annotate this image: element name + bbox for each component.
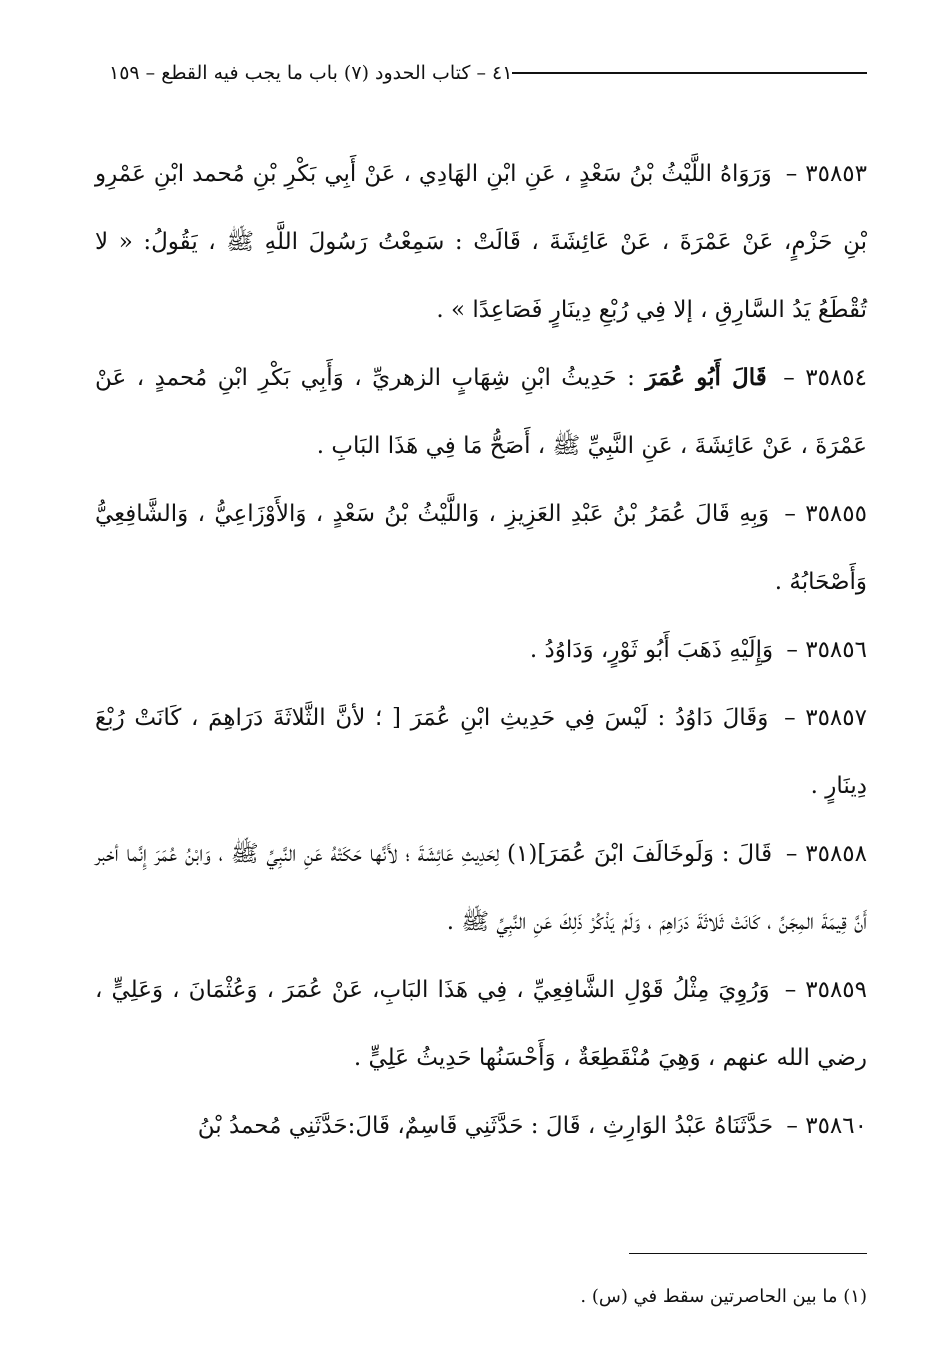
paragraph-35857 [95, 684, 867, 820]
paragraph-text: وَقَالَ دَاوُدُ : لَيْسَ فِي حَدِيثِ ابْنِ عُمَرَ [ ؛ لأنَّ الثَّلاثَةَ دَرَاهِمَ ، كَانَتْ رُبْعَ دِينَارٍ . [95, 705, 867, 799]
paragraph-number: ٣٥٨٥٩ – [784, 977, 868, 1003]
paragraph-35856 [95, 616, 867, 684]
paragraph-35859 [95, 956, 867, 1092]
paragraph-number: ٣٥٨٦٠ – [786, 1113, 867, 1139]
paragraph-number: ٣٥٨٥٨ – [785, 841, 868, 867]
paragraph-35853 [95, 140, 867, 344]
paragraph-text: وَإِلَيْهِ ذَهَبَ أَبُو ثَوْرٍ، وَدَاوُدُ . [529, 637, 774, 663]
paragraph-text: : حَدِيثُ ابْنِ شِهَابٍ الزهريِّ ، وَأَبِي بَكْرِ ابْنِ مُحمدٍ ، عَنْ عَمْرَةَ ، عَنْ عَائِشَةَ ، عَنِ النَّبِيِّ ﷺ ، أَصَحُّ مَا فِي هَذَا البَابِ . [95, 365, 867, 459]
paragraph-text: وَرُوِيَ مِثْلُ قَوْلِ الشَّافِعِيِّ ، فِي هَذَا البَابِ، عَنْ عُمَرَ ، وَعُثْمَانَ ، وَعَلِيٍّ ، رضي الله عنهم ، وَهِيَ مُنْقَطِعَةٌ ، وَأَحْسَنُها حَدِيثُ عَلِيٍّ . [95, 977, 867, 1071]
footnote: (١) ما بين الحاصرتين سقط في (س) . [580, 1286, 867, 1307]
paragraph-number: ٣٥٨٥٤ – [783, 365, 868, 391]
paragraph-35854 [95, 344, 867, 480]
paragraph-35855 [95, 480, 867, 616]
paragraph-number: ٣٥٨٥٦ – [786, 637, 867, 663]
main-text [95, 140, 867, 1160]
paragraph-number: ٣٥٨٥٣ – [785, 161, 868, 187]
paragraph-number: ٣٥٨٥٥ – [784, 501, 867, 527]
header-rule [512, 72, 867, 74]
paragraph-text: قَالَ : وَلَوخَالَفَ ابْنَ عُمَرَ](١) لِحَدِيثِ عَائِشَةَ ؛ لأَنَّها حَكَتْهُ عَنِ النَّبِيِّ ﷺ ، وَابْنُ عُمَرَ إِنَّما أخبر أَنَّ قِيمَةَ المِجَنِّ ، كَانَتْ ثَلاثَةَ دَرَاهِمَ ، وَلَمْ يَذْكُرْ ذَلِكَ عَنِ النَّبِيِّ ﷺ . [95, 841, 867, 935]
header-title: ٤١ – كتاب الحدود (٧) باب ما يجب فيه القطع – ١٥٩ [109, 62, 513, 84]
paragraph-number: ٣٥٨٥٧ – [784, 705, 867, 731]
speaker-label: قَالَ أَبُو عُمَرَ [645, 364, 767, 391]
paragraph-35858 [95, 820, 867, 956]
footnote-separator [629, 1253, 867, 1254]
paragraph-text: حَدَّثَنَاهُ عَبْدُ الوَارِثِ ، قَالَ : حَدَّثَنِي قَاسِمٌ، قَالَ:حَدَّثَنِي مُحمدُ بْنُ [197, 1113, 774, 1139]
paragraph-text: وَبِهِ قَالَ عُمَرُ بْنُ عَبْدِ العَزِيزِ ، وَاللَّيْثُ بْنُ سَعْدٍ ، وَالأَوْزَاعِيُّ ، وَالشَّافِعِيُّ وَأَصْحَابُهُ . [95, 501, 867, 595]
paragraph-35860 [95, 1092, 867, 1160]
running-header [95, 58, 867, 88]
paragraph-text: وَرَوَاهُ اللَّيْثُ بْنُ سَعْدٍ ، عَنِ ابْنِ الهَادِي ، عَنْ أَبِي بَكْرِ بْنِ مُحمد ابْنِ عَمْرِو بْنِ حَزْمٍ، عَنْ عَمْرَةَ ، عَنْ عَائِشَةَ ، قَالَتْ : سَمِعْتُ رَسُولَ اللَّهِ ﷺ ، يَقُولُ: « لا تُقْطَعُ يَدُ السَّارِقِ ، إلا فِي رُبْعِ دِينَارٍ فَصَاعِدًا » . [95, 161, 867, 323]
